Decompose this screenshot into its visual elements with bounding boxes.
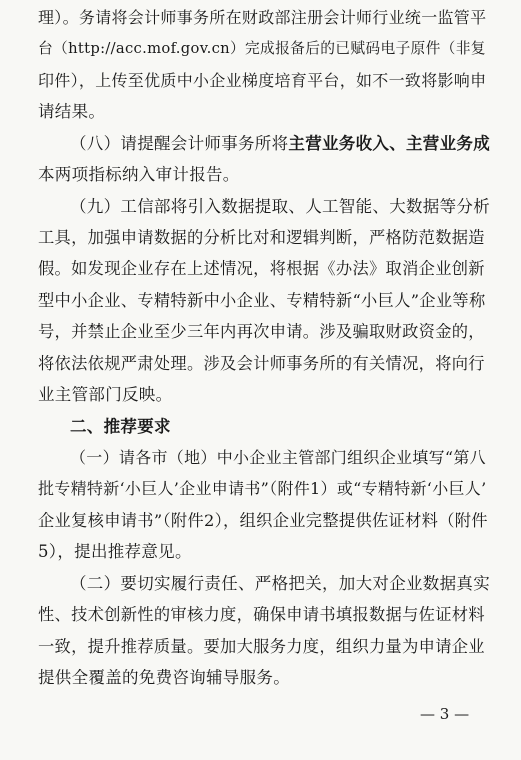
paragraph-line: 本两项指标纳入审计报告。 (38, 165, 240, 184)
paragraph-line: 企业复核申请书”（附件2），组织企业完整提供佐证材料（附件 (38, 511, 488, 530)
paragraph-line: 性、技术创新性的审核力度，确保申请书填报数据与佐证材料 (38, 605, 485, 624)
paragraph-line: 一致，提升推荐质量。要加大服务力度，组织力量为申请企业 (38, 637, 485, 656)
paragraph-line: 假。如发现企业存在上述情况，将根据《办法》取消企业创新 (38, 259, 485, 278)
paragraph-line: 5），提出推荐意见。 (38, 542, 192, 561)
item-eight-bold: 主营业务收入、主营业务成 (288, 134, 491, 153)
paragraph-line: 号，并禁止企业至少三年内再次申请。涉及骗取财政资金的， (38, 322, 485, 341)
paragraph-line: 理）。务请将会计师事务所在财政部注册会计师行业统一监管平 (38, 8, 487, 27)
paragraph-line: 台（http://acc.mof.gov.cn）完成报备后的已赋码电子原件（非复 (38, 40, 486, 57)
paragraph-line: （九）工信部将引入数据提取、人工智能、大数据等分析 (70, 197, 490, 216)
paragraph-line: 型中小企业、专精特新中小企业、专精特新“小巨人”企业等称 (38, 291, 486, 310)
paragraph-line: 印件），上传至优质中小企业梯度培育平台，如不一致将影响申 (38, 71, 487, 90)
item-eight-lead: （八）请提醒会计师事务所将 (70, 134, 289, 153)
page-number: — 3 — (420, 705, 470, 723)
paragraph-line: 将依法依规严肃处理。涉及会计师事务所的有关情况，将向行 (38, 354, 485, 373)
paragraph-line: 工具，加强申请数据的分析比对和逻辑判断，严格防范数据造 (38, 228, 485, 247)
paragraph-line: 业主管部门反映。 (38, 385, 173, 404)
paragraph-line: （一）请各市（地）中小企业主管部门组织企业填写“第八 (70, 448, 486, 467)
paragraph-line: （二）要切实履行责任、严格把关，加大对企业数据真实 (70, 574, 490, 593)
section-heading: 二、推荐要求 (70, 417, 171, 436)
paragraph-line: 批专精特新‘小巨人’企业申请书”（附件1）或“专精特新‘小巨人’ (38, 479, 487, 498)
paragraph-line (70, 134, 490, 154)
paragraph-line: 提供全覆盖的免费咨询辅导服务。 (38, 668, 290, 687)
paragraph-line: 请结果。 (38, 102, 106, 121)
